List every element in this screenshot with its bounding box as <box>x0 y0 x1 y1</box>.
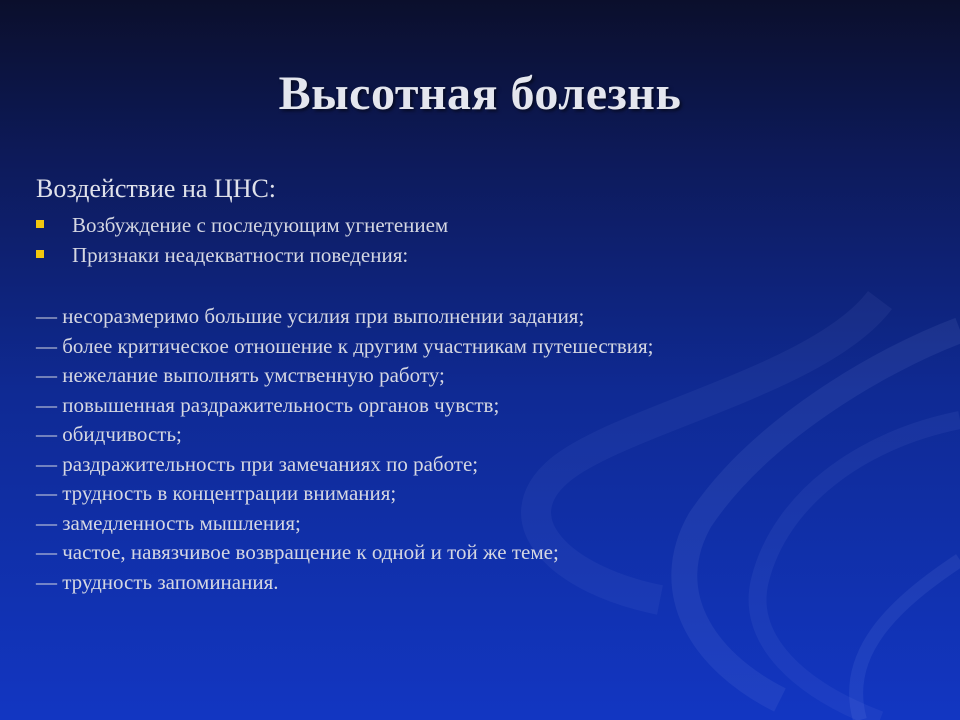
bullet-item <box>36 210 448 240</box>
symptom-item: — обидчивость; <box>36 422 182 446</box>
bullet-text: Признаки неадекватности поведения: <box>72 243 409 267</box>
symptom-item: — трудность в концентрации внимания; <box>36 481 397 505</box>
bullet-item <box>36 240 448 270</box>
symptom-item: — несоразмеримо большие усилия при выполнении задания; <box>36 304 585 328</box>
square-bullet-icon <box>36 250 44 258</box>
section-heading: Воздействие на ЦНС: <box>36 174 277 203</box>
symptom-item: — раздражительность при замечаниях по работе; <box>36 451 479 476</box>
symptom-item: — повышенная раздражительность органов чувств; <box>36 392 500 417</box>
symptom-item: — трудность запоминания. <box>36 569 279 594</box>
symptom-item: — нежелание выполнять умственную работу; <box>36 363 445 387</box>
bullet-list <box>36 210 448 270</box>
symptom-item: — более критическое отношение к другим участникам путешествия; <box>36 333 654 358</box>
bullet-text: Возбуждение с последующим угнетением <box>72 213 449 237</box>
symptom-item: — замедленность мышления; <box>36 510 301 535</box>
square-bullet-icon <box>36 220 44 228</box>
slide-title: Высотная болезнь <box>278 67 682 120</box>
symptom-item: — частое, навязчивое возвращение к одной и той же теме; <box>36 540 559 564</box>
symptom-list <box>36 302 654 597</box>
